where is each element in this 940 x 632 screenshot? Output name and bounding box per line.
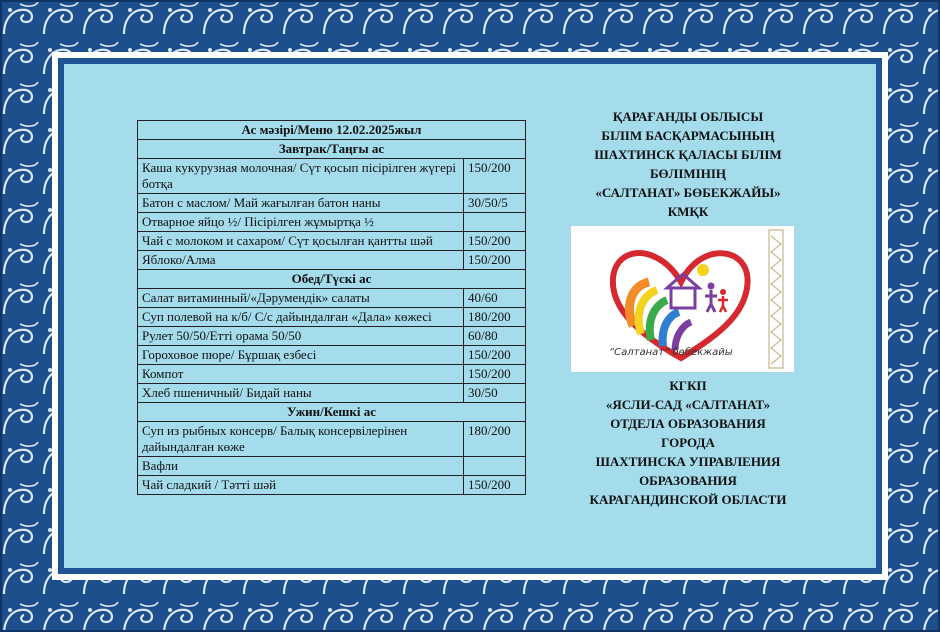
- org-kz-line: БӨЛІМІНІҢ: [649, 166, 727, 181]
- org-kz-line: «САЛТАНАТ» БӨБЕКЖАЙЫ»: [595, 185, 781, 200]
- dish-name: Яблоко/Алма: [138, 251, 464, 270]
- menu-title-row: [138, 121, 526, 140]
- menu-item-row: [138, 213, 526, 232]
- menu-item-row: [138, 289, 526, 308]
- org-kz-line: ҚАРАҒАНДЫ ОБЛЫСЫ: [612, 109, 764, 124]
- section-heading-row: [138, 270, 526, 289]
- org-ru-line: «ЯСЛИ-САД «САЛТАНАТ»: [605, 397, 771, 412]
- portion-size: 180/200: [464, 308, 526, 327]
- section-heading: Ужин/Кешкі ас: [138, 403, 526, 422]
- menu-item-row: [138, 232, 526, 251]
- org-kz-line: БІЛІМ БАСҚАРМАСЫНЫҢ: [601, 128, 775, 143]
- menu-item-row: [138, 476, 526, 495]
- dish-name: Гороховое пюре/ Бұршақ езбесі: [138, 346, 464, 365]
- portion-size: 40/60: [464, 289, 526, 308]
- section-heading-row: [138, 140, 526, 159]
- portion-size: 180/200: [464, 422, 526, 457]
- menu-title: Ас мәзірі/Меню 12.02.2025жыл: [138, 121, 526, 140]
- menu-item-row: [138, 422, 526, 457]
- dish-name: Отварное яйцо ½/ Пісірілген жұмыртқа ½: [138, 213, 464, 232]
- org-ru-line: ОБРАЗОВАНИЯ: [639, 473, 737, 488]
- logo-caption: “Салтанат” бөбекжайы: [609, 347, 733, 358]
- menu-item-row: [138, 308, 526, 327]
- dish-name: Компот: [138, 365, 464, 384]
- dish-name: Батон с маслом/ Май жағылған батон наны: [138, 194, 464, 213]
- portion-size: 60/80: [464, 327, 526, 346]
- kindergarten-logo: [571, 226, 794, 372]
- section-heading: Обед/Түскі ас: [138, 270, 526, 289]
- portion-size: 150/200: [464, 232, 526, 251]
- org-name-kazakh: [562, 107, 814, 221]
- dish-name: Хлеб пшеничный/ Бидай наны: [138, 384, 464, 403]
- section-heading: Завтрак/Таңғы ас: [138, 140, 526, 159]
- menu-table: [137, 120, 526, 495]
- menu-item-row: [138, 384, 526, 403]
- org-ru-line: ШАХТИНСКА УПРАВЛЕНИЯ: [595, 454, 781, 469]
- org-ru-line: КГКП: [669, 378, 707, 393]
- org-ru-line: ОТДЕЛА ОБРАЗОВАНИЯ: [610, 416, 766, 431]
- menu-item-row: [138, 251, 526, 270]
- dish-name: Суп полевой на к/б/ С/с дайындалған «Дала» көжесі: [138, 308, 464, 327]
- portion-size: [464, 457, 526, 476]
- org-ru-line: ГОРОДА: [661, 435, 715, 450]
- menu-item-row: [138, 457, 526, 476]
- dish-name: Чай сладкий / Тәтті шәй: [138, 476, 464, 495]
- menu-item-row: [138, 365, 526, 384]
- dish-name: Чай с молоком и сахаром/ Сүт қосылған қантты шәй: [138, 232, 464, 251]
- dish-name: Салат витаминный/«Дәрумендік» салаты: [138, 289, 464, 308]
- menu-item-row: [138, 346, 526, 365]
- portion-size: [464, 213, 526, 232]
- portion-size: 150/200: [464, 365, 526, 384]
- menu-item-row: [138, 194, 526, 213]
- dish-name: Каша кукурузная молочная/ Сүт қосып пісірілген жүгері ботқа: [138, 159, 464, 194]
- portion-size: 150/200: [464, 159, 526, 194]
- org-kz-line: ШАХТИНСК ҚАЛАСЫ БІЛІМ: [594, 147, 782, 162]
- portion-size: 150/200: [464, 251, 526, 270]
- portion-size: 30/50: [464, 384, 526, 403]
- dish-name: Вафли: [138, 457, 464, 476]
- portion-size: 150/200: [464, 346, 526, 365]
- dish-name: Суп из рыбных консерв/ Балық консервілерінен дайындалған көже: [138, 422, 464, 457]
- org-ru-line: КАРАГАНДИНСКОЙ ОБЛАСТИ: [589, 492, 787, 507]
- portion-size: 150/200: [464, 476, 526, 495]
- portion-size: 30/50/5: [464, 194, 526, 213]
- org-name-russian: [562, 376, 814, 509]
- org-kz-line: КМҚК: [667, 204, 709, 219]
- section-heading-row: [138, 403, 526, 422]
- menu-item-row: [138, 327, 526, 346]
- dish-name: Рулет 50/50/Етті орама 50/50: [138, 327, 464, 346]
- menu-item-row: [138, 159, 526, 194]
